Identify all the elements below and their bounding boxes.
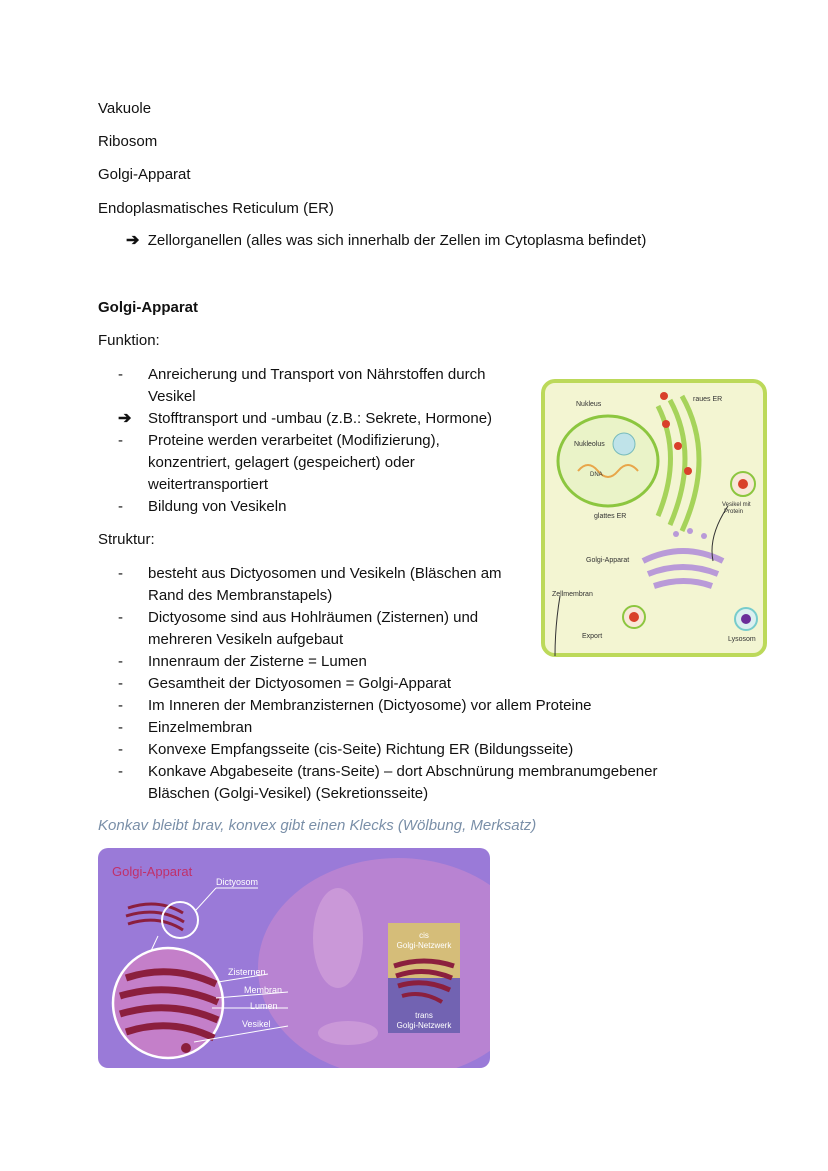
- dash-marker: -: [118, 741, 123, 758]
- list-item-line: mehreren Vesikeln aufgebaut: [148, 631, 344, 648]
- intro-item-ribosom: Ribosom: [98, 133, 158, 150]
- list-item-line: besteht aus Dictyosomen und Vesikeln (Bläschen am: [148, 565, 502, 582]
- list-item-line: Konkave Abgabeseite (trans-Seite) – dort Abschnürung membranumgebener: [148, 763, 658, 780]
- struktur-label: Struktur:: [98, 531, 155, 548]
- cell-membrane: [543, 381, 765, 655]
- arrow-right-icon: ➔: [118, 410, 132, 427]
- nucleolus-shape: [613, 433, 635, 455]
- list-item-line: konzentriert, gelagert (gespeichert) oder: [148, 454, 415, 471]
- dash-marker: -: [118, 432, 123, 449]
- dash-marker: -: [118, 675, 123, 692]
- dash-marker: -: [118, 366, 123, 383]
- label-trans-netzwerk: Golgi-Netzwerk: [396, 1021, 452, 1030]
- label-cis-netzwerk: Golgi-Netzwerk: [396, 941, 452, 950]
- section-heading: Golgi-Apparat: [98, 299, 198, 316]
- dash-marker: -: [118, 498, 123, 515]
- dash-marker: -: [118, 719, 123, 736]
- merksatz: Konkav bleibt brav, konvex gibt einen Klecks (Wölbung, Merksatz): [98, 817, 537, 834]
- golgi-diagram: [98, 848, 490, 1068]
- label-cis: cis: [419, 931, 429, 940]
- label-lysosom: Lysosom: [728, 636, 756, 643]
- list-item-line: Vesikel: [148, 388, 196, 405]
- label-membran: Membran: [244, 985, 283, 995]
- list-item-line: Anreicherung und Transport von Nährstoffen durch: [148, 366, 486, 383]
- label-zisternen: Zisternen: [228, 967, 266, 977]
- label-golgi: Golgi-Apparat: [586, 557, 630, 564]
- intro-conclusion: [126, 231, 646, 251]
- cell-diagram: [538, 376, 770, 660]
- label-export: Export: [582, 633, 603, 640]
- list-item-line: Proteine werden verarbeitet (Modifizierung),: [148, 432, 440, 449]
- label-raues-er: raues ER: [693, 396, 723, 403]
- dash-marker: -: [118, 653, 123, 670]
- label-vesikel: Vesikel: [242, 1019, 271, 1029]
- dash-marker: -: [118, 697, 123, 714]
- funktion-label: Funktion:: [98, 332, 160, 349]
- intro-item-vakuole: Vakuole: [98, 100, 152, 117]
- list-item-line: weitertransportiert: [148, 476, 269, 493]
- dictyosom-magnified: [113, 948, 223, 1058]
- intro-conclusion-text: Zellorganellen (alles was sich innerhalb der Zellen im Cytoplasma befindet): [147, 232, 647, 249]
- label-zellmembran: Zellmembran: [552, 591, 593, 598]
- list-item-line: Dictyosome sind aus Hohlräumen (Zisternen) und: [148, 609, 479, 626]
- label-vesikel-mit: Vesikel mit: [722, 502, 751, 508]
- intro-item-er: Endoplasmatisches Reticulum (ER): [98, 200, 334, 217]
- label-trans: trans: [415, 1011, 433, 1020]
- nucleus-shape: [558, 416, 658, 506]
- golgi-title: Golgi-Apparat: [112, 864, 193, 879]
- label-nukleus: Nukleus: [576, 401, 602, 408]
- list-item-line: Bläschen (Golgi-Vesikel) (Sekretionsseite): [148, 785, 429, 802]
- list-item-line: Bildung von Vesikeln: [148, 498, 287, 515]
- label-lumen: Lumen: [250, 1001, 278, 1011]
- arrow-right-icon: ➔: [126, 232, 140, 249]
- label-dictyosom: Dictyosom: [216, 877, 259, 887]
- label-protein: Protein: [724, 509, 744, 515]
- list-item-line: Stofftransport und -umbau (z.B.: Sekrete, Hormone): [148, 410, 493, 427]
- intro-item-golgi: Golgi-Apparat: [98, 166, 191, 183]
- label-nukleolus: Nukleolus: [574, 441, 605, 448]
- list-item-line: Rand des Membranstapels): [148, 587, 333, 604]
- label-dna: DNA: [590, 472, 603, 478]
- dash-marker: -: [118, 565, 123, 582]
- dash-marker: -: [118, 763, 123, 780]
- label-glattes-er: glattes ER: [594, 513, 627, 520]
- dash-marker: -: [118, 609, 123, 626]
